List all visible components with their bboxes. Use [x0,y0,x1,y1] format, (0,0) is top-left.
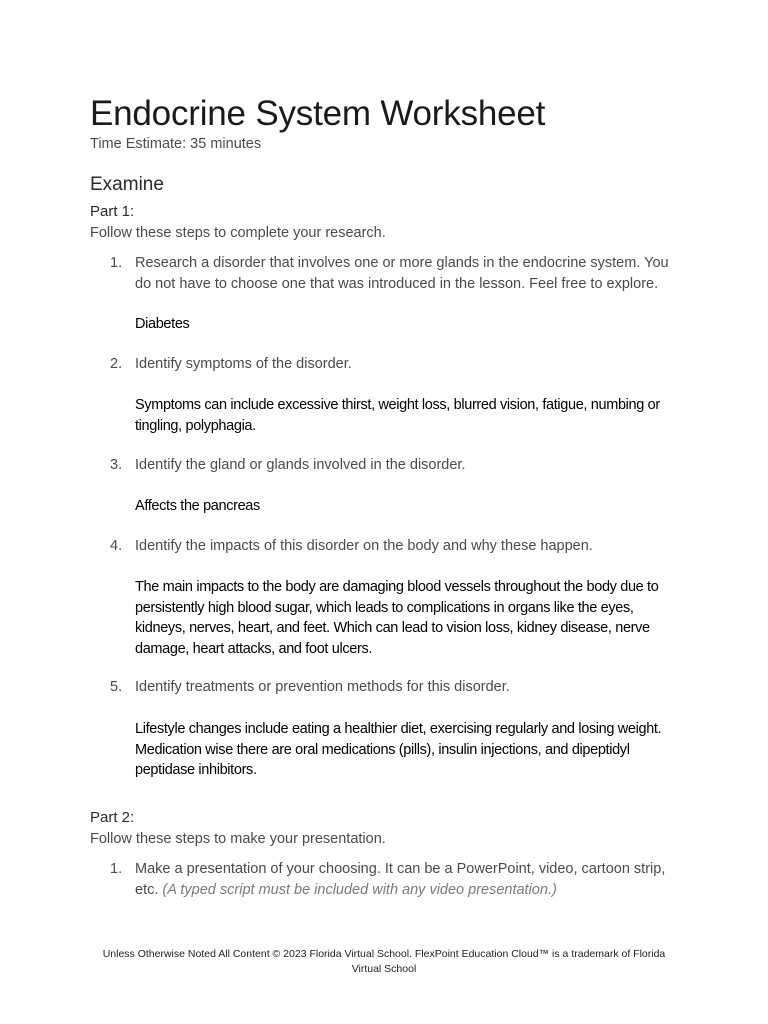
question-body: Make a presentation of your choosing. It can be a PowerPoint, video, cartoon strip, etc. [135,861,666,898]
item-number: 4. [110,538,123,554]
question-text [135,859,680,900]
answer-text: The main impacts to the body are damaging blood vessels throughout the body due to persistently high blood sugar, which leads to complications in organs like the eyes, kidneys, nerves, heart, and feet. Which can lead to vision loss, kidney disease, nerve damage, heart attacks, and foot ulcers. [135,579,659,657]
answer-text: Affects the pancreas [135,498,260,514]
item-number: 3. [110,457,123,473]
time-estimate: Time Estimate: 35 minutes [90,136,262,152]
item-number: 1. [110,861,123,877]
section-heading: Examine [90,174,164,195]
question-text: Identify the impacts of this disorder on the body and why these happen. [135,538,593,554]
page-title: Endocrine System Worksheet [90,94,546,133]
question-text: Research a disorder that involves one or more glands in the endocrine system. You do not have to choose one that was introduced in the lesson. Feel free to explore. [135,255,669,292]
footer-line: Unless Otherwise Noted All Content © 2023 Florida Virtual School. FlexPoint Education Cloud™ is a trademark of Florida [102,948,666,960]
answer-text: Diabetes [135,316,190,332]
answer-text: Symptoms can include excessive thirst, weight loss, blurred vision, fatigue, numbing or tingling, polyphagia. [135,397,660,434]
question-text: Identify treatments or prevention methods for this disorder. [135,679,510,695]
part2-intro: Follow these steps to make your presentation. [90,831,386,847]
part1-heading: Part 1: [90,203,135,220]
item-number: 1. [110,255,123,271]
item-number: 2. [110,356,123,372]
copyright-footer [60,947,708,977]
answer-text: Lifestyle changes include eating a healthier diet, exercising regularly and losing weight. Medication wise there are oral medications (pills), insulin injections, and dipeptidyl peptidase inhibitors. [135,721,662,778]
item-number: 5. [110,679,123,695]
script-note: (A typed script must be included with any video presentation.) [162,881,557,898]
footer-line: Virtual School [351,963,417,975]
part2-heading: Part 2: [90,809,135,826]
question-text: Identify symptoms of the disorder. [135,356,352,372]
part1-intro: Follow these steps to complete your research. [90,225,386,241]
question-text: Identify the gland or glands involved in the disorder. [135,457,466,473]
